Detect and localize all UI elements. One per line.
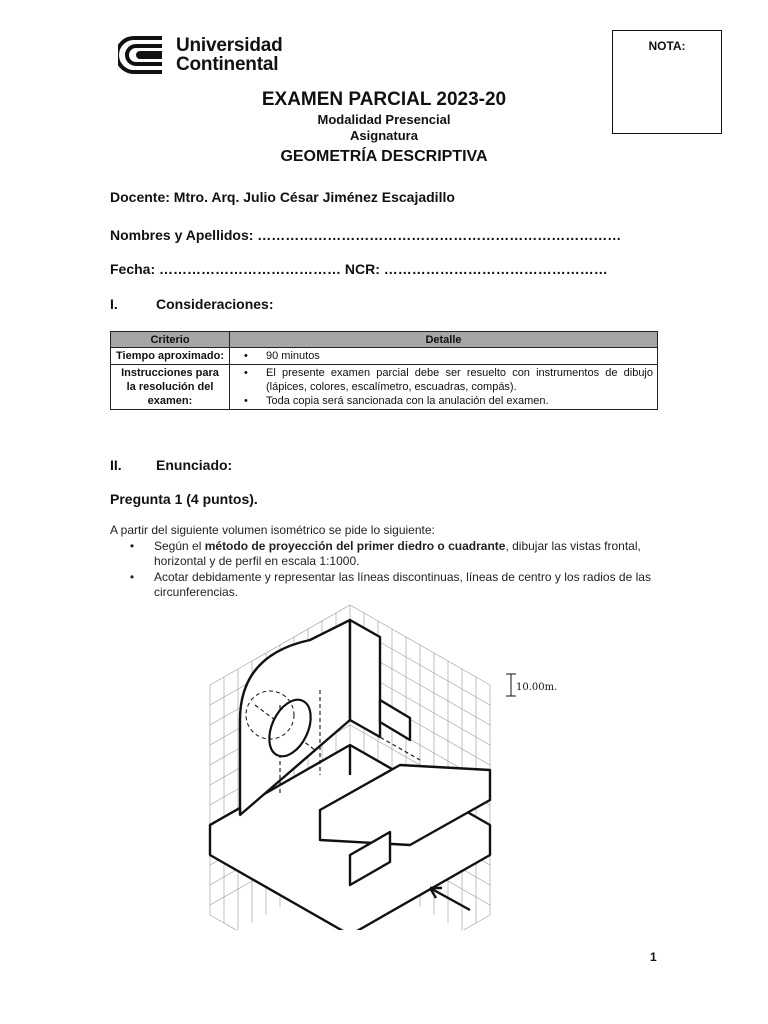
subject-label: Asignatura — [350, 128, 418, 143]
course-name: GEOMETRÍA DESCRIPTIVA — [280, 148, 488, 165]
university-logo-icon — [118, 36, 168, 74]
page-number: 1 — [650, 950, 657, 964]
list-item: • Acotar debidamente y representar las líneas discontinuas, líneas de centro y los radios de las circunferencias. — [129, 570, 651, 599]
table-header-row — [111, 332, 658, 348]
header-detalle: Detalle — [230, 332, 658, 348]
criterio-cell: Instrucciones para la resolución del examen: — [111, 365, 230, 410]
student-name-field: Nombres y Apellidos: …………………………………………………………………… — [110, 227, 622, 243]
list-item: • Según el método de proyección del primer diedro o cuadrante, dibujar las vistas frontal, horizontal y de perfil en escala 1:1000. — [129, 539, 641, 568]
exam-modality: Modalidad Presencial — [317, 112, 451, 127]
university-logo — [118, 36, 318, 76]
section-statement-heading: II. Enunciado: — [110, 457, 233, 473]
date-ncr-field: Fecha: ………………………………… NCR: ………………………………………… — [110, 261, 608, 277]
criteria-table — [110, 331, 658, 410]
dimension-label: 10.00m. — [516, 682, 558, 693]
question-items — [110, 539, 660, 601]
header-criterio: Criterio — [111, 332, 230, 348]
detalle-cell: • El presente examen parcial debe ser resuelto con instrumentos de dibujo (lápices, colores, escalímetro, escuadras, compás). • Toda copia será sancionada con la anulación del examen. — [230, 365, 658, 410]
question-intro: A partir del siguiente volumen isométrico se pide lo siguiente: — [110, 523, 435, 537]
table-row — [111, 365, 658, 410]
university-name: Universidad Continental — [176, 35, 283, 75]
dimension-marker — [506, 674, 516, 696]
view-direction-arrow — [430, 888, 470, 910]
question-title: Pregunta 1 (4 puntos). — [110, 491, 258, 507]
detalle-cell: • 90 minutos — [230, 348, 658, 365]
teacher-line: Docente: Mtro. Arq. Julio César Jiménez Escajadillo — [110, 189, 455, 205]
isometric-drawing — [200, 600, 570, 930]
criterio-cell: Tiempo aproximado: — [111, 348, 230, 365]
section-considerations-heading: I. Consideraciones: — [110, 296, 274, 312]
table-row — [111, 348, 658, 365]
grade-label: NOTA: — [648, 39, 686, 53]
exam-title: EXAMEN PARCIAL 2023-20 — [261, 89, 507, 110]
